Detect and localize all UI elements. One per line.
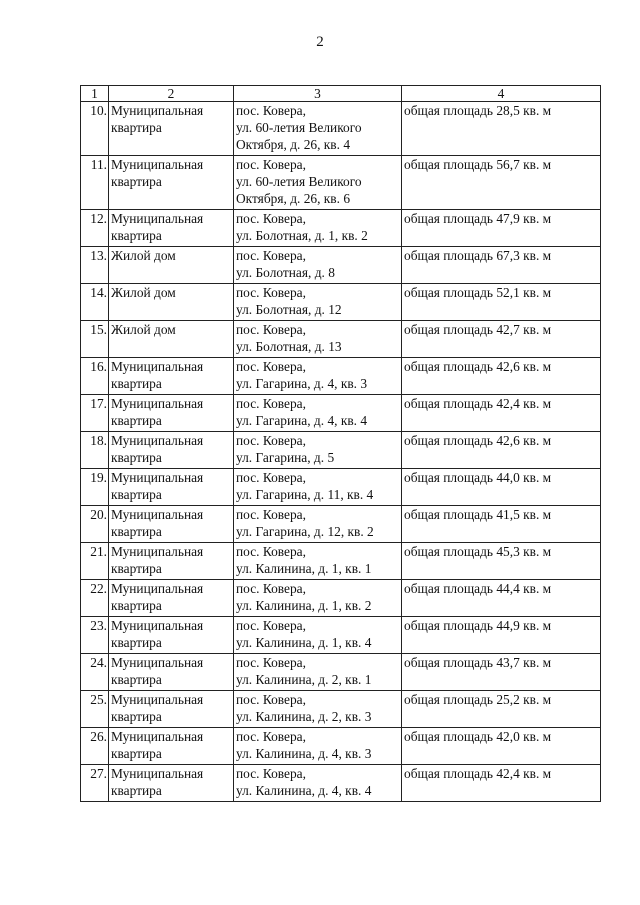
property-type-cell <box>109 395 234 432</box>
address-line: пос. Ковера, <box>236 157 306 172</box>
address-line: ул. Гагарина, д. 11, кв. 4 <box>236 487 374 502</box>
area-cell: общая площадь 45,3 кв. м <box>402 543 601 580</box>
property-type-line: квартира <box>111 561 162 576</box>
table-body <box>81 102 601 802</box>
address-line: пос. Ковера, <box>236 618 306 633</box>
address-cell <box>234 469 402 506</box>
property-type-line: Муниципальная <box>111 581 204 596</box>
row-number-cell: 24. <box>81 654 109 691</box>
row-number-cell: 14. <box>81 284 109 321</box>
address-line: ул. Гагарина, д. 4, кв. 4 <box>236 413 368 428</box>
property-type-line: Муниципальная <box>111 396 204 411</box>
property-type-line: Муниципальная <box>111 618 204 633</box>
property-type-line: квартира <box>111 228 162 243</box>
property-type-line: Муниципальная <box>111 103 204 118</box>
table-row <box>81 358 601 395</box>
table-row <box>81 321 601 358</box>
row-number-cell: 12. <box>81 210 109 247</box>
address-line: пос. Ковера, <box>236 544 306 559</box>
property-type-line: Муниципальная <box>111 766 204 781</box>
address-cell <box>234 543 402 580</box>
address-line: пос. Ковера, <box>236 285 306 300</box>
property-type-line: квартира <box>111 450 162 465</box>
address-line: пос. Ковера, <box>236 103 306 118</box>
property-type-cell <box>109 580 234 617</box>
property-type-line: квартира <box>111 487 162 502</box>
row-number-cell: 13. <box>81 247 109 284</box>
address-cell <box>234 395 402 432</box>
address-cell <box>234 506 402 543</box>
property-type-cell <box>109 210 234 247</box>
property-type-line: Муниципальная <box>111 729 204 744</box>
address-line: ул. Калинина, д. 2, кв. 3 <box>236 709 372 724</box>
row-number-cell: 18. <box>81 432 109 469</box>
area-cell: общая площадь 43,7 кв. м <box>402 654 601 691</box>
property-type-line: Муниципальная <box>111 470 204 485</box>
property-type-line: Муниципальная <box>111 157 204 172</box>
property-type-cell <box>109 432 234 469</box>
address-line: ул. Гагарина, д. 12, кв. 2 <box>236 524 374 539</box>
property-type-line: Муниципальная <box>111 359 204 374</box>
property-type-cell <box>109 691 234 728</box>
address-line: ул. Калинина, д. 4, кв. 3 <box>236 746 372 761</box>
area-cell: общая площадь 41,5 кв. м <box>402 506 601 543</box>
property-type-line: квартира <box>111 120 162 135</box>
address-line: ул. Калинина, д. 1, кв. 2 <box>236 598 372 613</box>
address-line: ул. Гагарина, д. 4, кв. 3 <box>236 376 368 391</box>
area-cell: общая площадь 44,9 кв. м <box>402 617 601 654</box>
area-cell: общая площадь 42,6 кв. м <box>402 432 601 469</box>
table-row <box>81 395 601 432</box>
property-type-cell <box>109 654 234 691</box>
property-type-cell <box>109 765 234 802</box>
row-number-cell: 26. <box>81 728 109 765</box>
area-cell: общая площадь 42,7 кв. м <box>402 321 601 358</box>
area-cell: общая площадь 42,0 кв. м <box>402 728 601 765</box>
address-cell <box>234 432 402 469</box>
address-line: ул. Калинина, д. 4, кв. 4 <box>236 783 372 798</box>
address-line: ул. Калинина, д. 1, кв. 4 <box>236 635 372 650</box>
property-type-line: квартира <box>111 413 162 428</box>
table-row <box>81 432 601 469</box>
address-line: ул. Гагарина, д. 5 <box>236 450 335 465</box>
property-type-line: квартира <box>111 524 162 539</box>
area-cell: общая площадь 25,2 кв. м <box>402 691 601 728</box>
address-line: пос. Ковера, <box>236 248 306 263</box>
property-type-line: квартира <box>111 709 162 724</box>
address-line: ул. Калинина, д. 2, кв. 1 <box>236 672 372 687</box>
address-line: ул. 60-летия Великого <box>236 174 362 189</box>
property-type-line: квартира <box>111 746 162 761</box>
area-cell: общая площадь 42,4 кв. м <box>402 765 601 802</box>
table-row <box>81 506 601 543</box>
property-type-line: квартира <box>111 635 162 650</box>
address-cell <box>234 156 402 210</box>
table-row <box>81 765 601 802</box>
row-number-cell: 22. <box>81 580 109 617</box>
property-type-cell <box>109 358 234 395</box>
table-row <box>81 210 601 247</box>
property-type-cell <box>109 543 234 580</box>
table-header-row <box>81 86 601 102</box>
area-cell: общая площадь 42,6 кв. м <box>402 358 601 395</box>
property-type-cell <box>109 284 234 321</box>
row-number-cell: 19. <box>81 469 109 506</box>
address-cell <box>234 728 402 765</box>
property-type-line: Муниципальная <box>111 655 204 670</box>
table-row <box>81 580 601 617</box>
address-line: ул. Болотная, д. 1, кв. 2 <box>236 228 368 243</box>
row-number-cell: 23. <box>81 617 109 654</box>
column-header-area: 4 <box>402 86 601 102</box>
row-number-cell: 10. <box>81 102 109 156</box>
address-line: пос. Ковера, <box>236 655 306 670</box>
table-row <box>81 728 601 765</box>
address-line: ул. Болотная, д. 8 <box>236 265 335 280</box>
area-cell: общая площадь 67,3 кв. м <box>402 247 601 284</box>
address-line: пос. Ковера, <box>236 692 306 707</box>
property-type-cell <box>109 728 234 765</box>
column-header-number: 1 <box>81 86 109 102</box>
property-type-cell <box>109 247 234 284</box>
row-number-cell: 17. <box>81 395 109 432</box>
row-number-cell: 25. <box>81 691 109 728</box>
property-type-line: Муниципальная <box>111 692 204 707</box>
property-type-line: квартира <box>111 174 162 189</box>
property-type-line: Муниципальная <box>111 507 204 522</box>
address-cell <box>234 765 402 802</box>
address-cell <box>234 691 402 728</box>
area-cell: общая площадь 56,7 кв. м <box>402 156 601 210</box>
area-cell: общая площадь 47,9 кв. м <box>402 210 601 247</box>
address-cell <box>234 210 402 247</box>
address-cell <box>234 321 402 358</box>
row-number-cell: 16. <box>81 358 109 395</box>
property-type-cell <box>109 321 234 358</box>
address-cell <box>234 580 402 617</box>
address-line: Октября, д. 26, кв. 6 <box>236 191 351 206</box>
area-cell: общая площадь 44,0 кв. м <box>402 469 601 506</box>
address-line: пос. Ковера, <box>236 322 306 337</box>
property-type-line: квартира <box>111 783 162 798</box>
address-line: пос. Ковера, <box>236 396 306 411</box>
table-row <box>81 284 601 321</box>
area-cell: общая площадь 52,1 кв. м <box>402 284 601 321</box>
address-line: пос. Ковера, <box>236 470 306 485</box>
address-line: ул. Болотная, д. 12 <box>236 302 342 317</box>
property-type-cell <box>109 156 234 210</box>
row-number-cell: 27. <box>81 765 109 802</box>
property-table <box>80 85 601 802</box>
area-cell: общая площадь 44,4 кв. м <box>402 580 601 617</box>
address-cell <box>234 284 402 321</box>
address-line: ул. Калинина, д. 1, кв. 1 <box>236 561 372 576</box>
address-cell <box>234 617 402 654</box>
table-row <box>81 691 601 728</box>
property-type-line: Муниципальная <box>111 433 204 448</box>
row-number-cell: 20. <box>81 506 109 543</box>
address-cell <box>234 247 402 284</box>
table-row <box>81 654 601 691</box>
address-cell <box>234 102 402 156</box>
address-line: ул. Болотная, д. 13 <box>236 339 342 354</box>
address-line: Октября, д. 26, кв. 4 <box>236 137 351 152</box>
address-line: пос. Ковера, <box>236 433 306 448</box>
property-type-line: Муниципальная <box>111 211 204 226</box>
property-type-cell <box>109 506 234 543</box>
table-row <box>81 469 601 506</box>
address-cell <box>234 358 402 395</box>
address-cell <box>234 654 402 691</box>
property-type-line: Муниципальная <box>111 544 204 559</box>
row-number-cell: 21. <box>81 543 109 580</box>
area-cell: общая площадь 28,5 кв. м <box>402 102 601 156</box>
table-row <box>81 247 601 284</box>
column-header-type: 2 <box>109 86 234 102</box>
table-row <box>81 617 601 654</box>
row-number-cell: 15. <box>81 321 109 358</box>
property-type-cell <box>109 617 234 654</box>
address-line: пос. Ковера, <box>236 729 306 744</box>
property-type-line: квартира <box>111 672 162 687</box>
area-cell: общая площадь 42,4 кв. м <box>402 395 601 432</box>
row-number-cell: 11. <box>81 156 109 210</box>
column-header-address: 3 <box>234 86 402 102</box>
address-line: пос. Ковера, <box>236 359 306 374</box>
table-row <box>81 156 601 210</box>
table-row <box>81 543 601 580</box>
address-line: ул. 60-летия Великого <box>236 120 362 135</box>
table-row <box>81 102 601 156</box>
property-type-cell <box>109 102 234 156</box>
page-number: 2 <box>316 34 324 50</box>
address-line: пос. Ковера, <box>236 581 306 596</box>
address-line: пос. Ковера, <box>236 507 306 522</box>
property-type-cell <box>109 469 234 506</box>
property-type-line: квартира <box>111 598 162 613</box>
property-type-line: квартира <box>111 376 162 391</box>
property-type-line: Жилой дом <box>111 322 176 337</box>
property-type-line: Жилой дом <box>111 285 176 300</box>
address-line: пос. Ковера, <box>236 211 306 226</box>
address-line: пос. Ковера, <box>236 766 306 781</box>
property-type-line: Жилой дом <box>111 248 176 263</box>
